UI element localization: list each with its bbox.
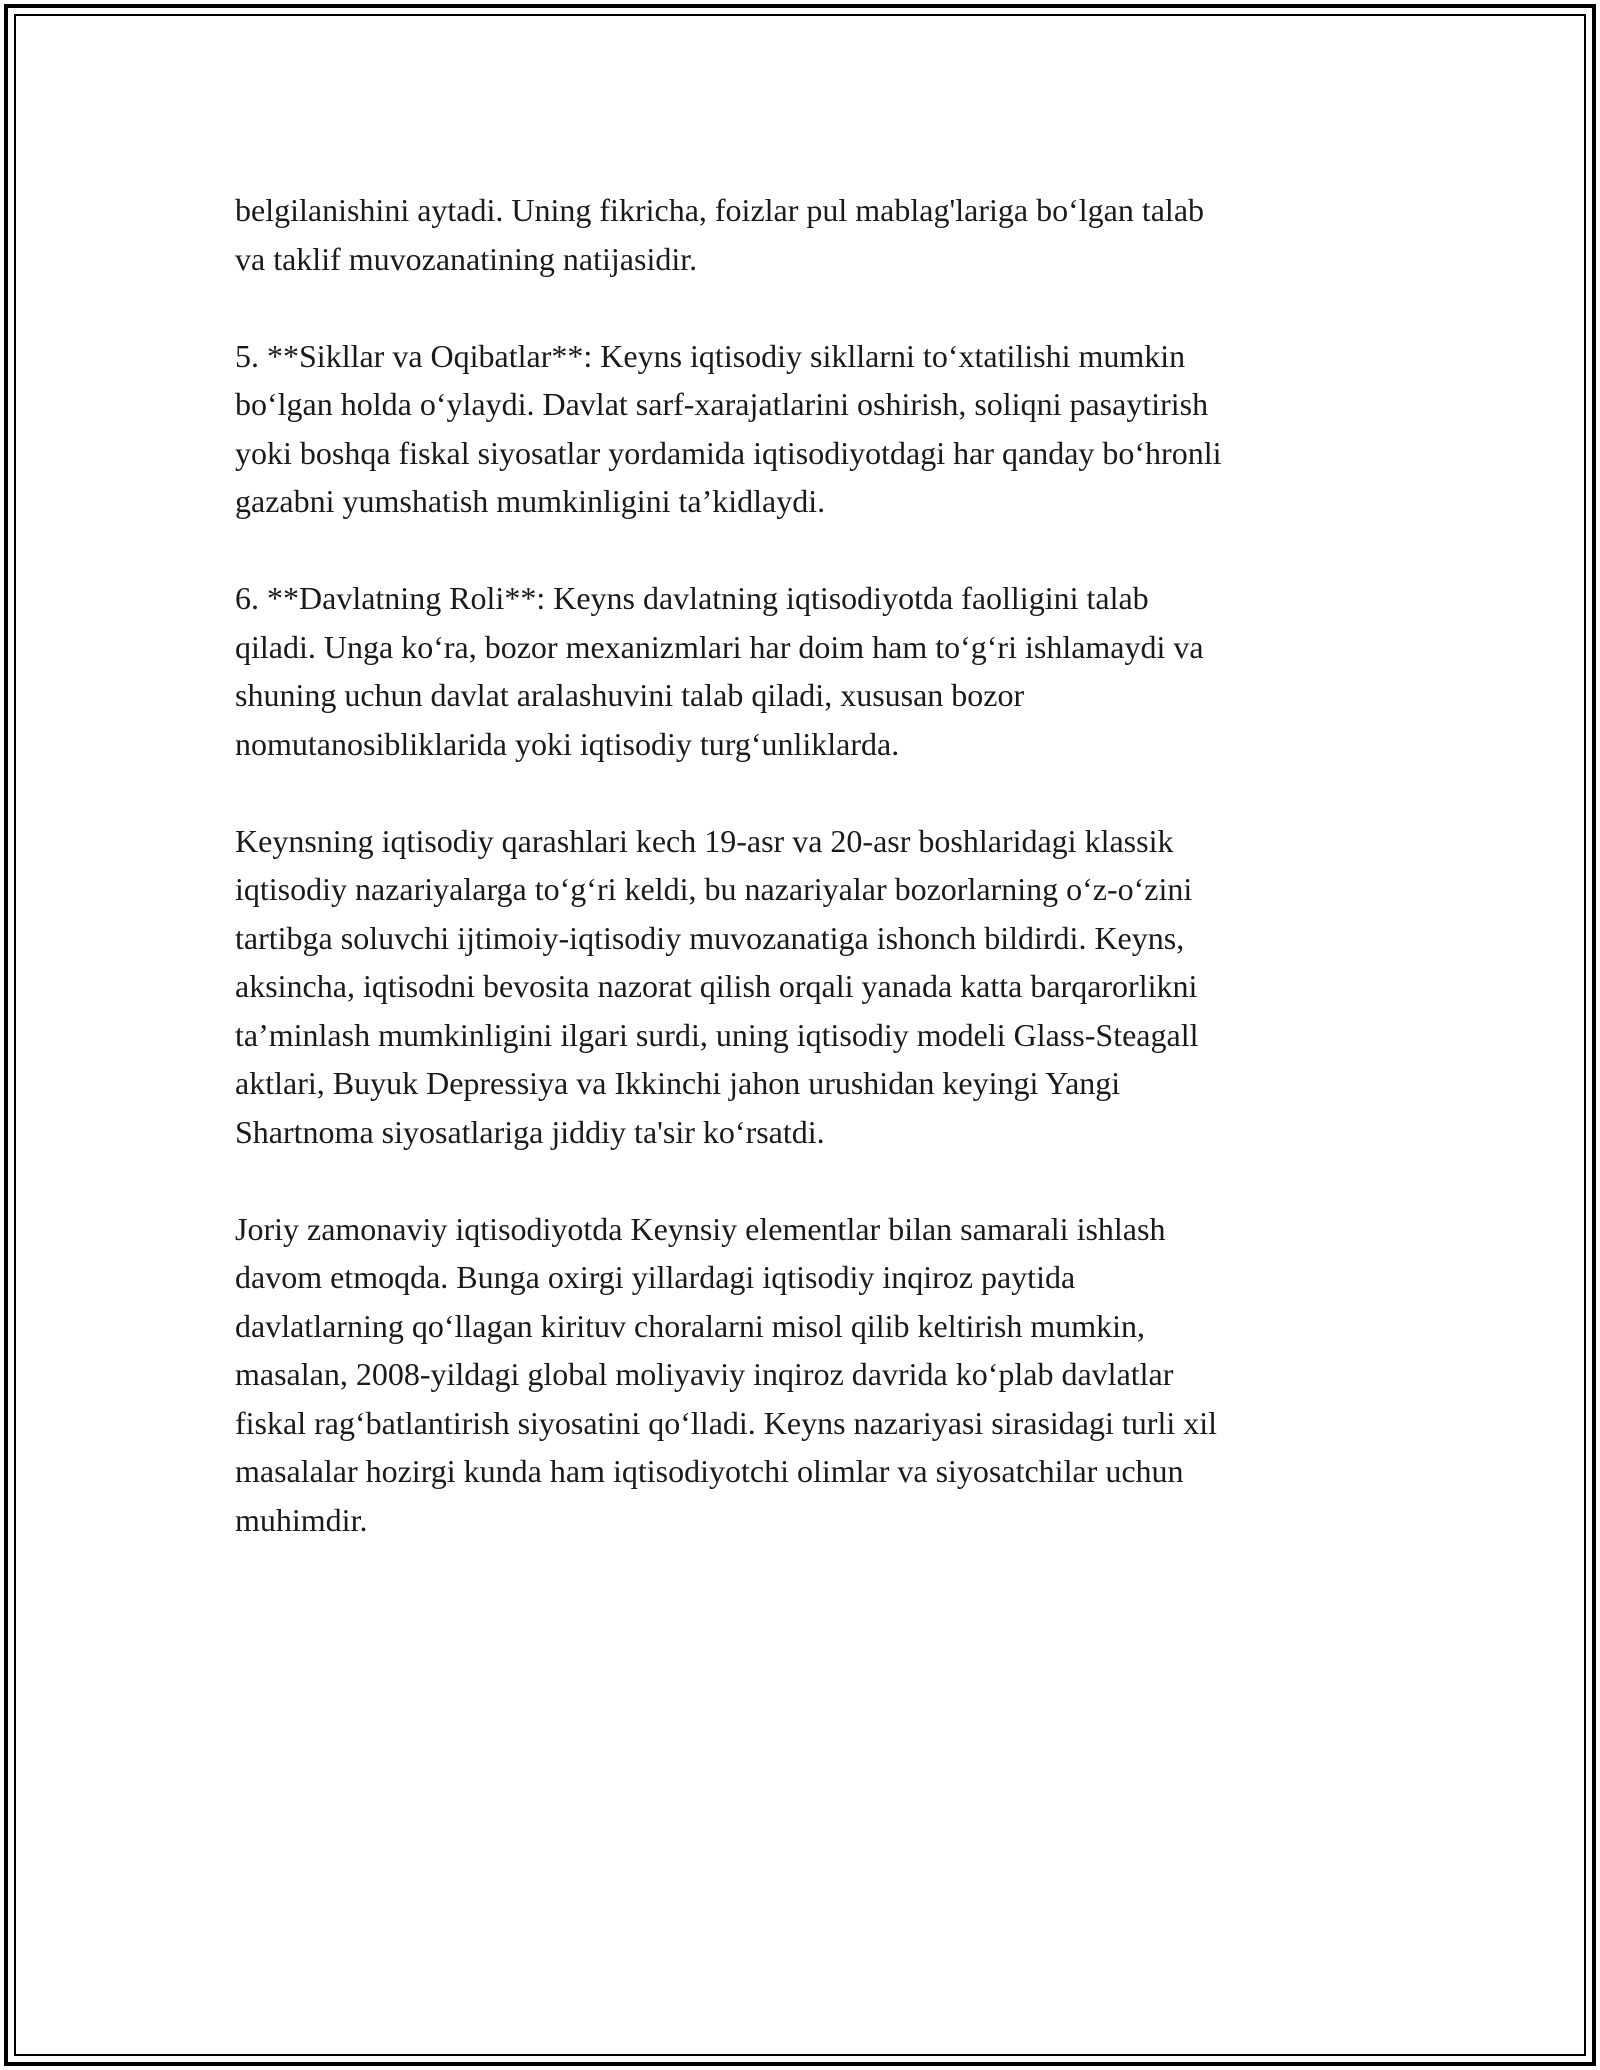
- text-line: bo‘lgan holda o‘ylaydi. Davlat sarf-xarajatlarini oshirish, soliqni pasaytirish: [235, 386, 1209, 422]
- text-line: belgilanishini aytadi. Uning fikricha, foizlar pul mablag'lariga bo‘lgan talab: [235, 192, 1205, 228]
- text-line: muhimdir.: [235, 1501, 368, 1538]
- text-line: aktlari, Buyuk Depressiya va Ikkinchi jahon urushidan keyingi Yangi: [235, 1065, 1121, 1101]
- text-line: qiladi. Unga ko‘ra, bozor mexanizmlari har doim ham to‘g‘ri ishlamaydi va: [235, 628, 1204, 665]
- text-line: davom etmoqda. Bunga oxirgi yillardagi iqtisodiy inqiroz paytida: [235, 1259, 1076, 1295]
- paragraph-keynesian-views: [235, 817, 1380, 1157]
- paragraph-cycles-and-consequences: [235, 332, 1380, 526]
- text-line: shuning uchun davlat aralashuvini talab qiladi, xususan bozor: [235, 677, 1025, 713]
- text-line: 5. **Sikllar va Oqibatlar**: Keyns iqtisodiy sikllarni to‘xtatilishi mumkin: [235, 337, 1186, 374]
- text-line: va taklif muvozanatining natijasidir.: [235, 240, 698, 277]
- text-line: nomutanosibliklarida yoki iqtisodiy turg‘unliklarda.: [235, 725, 900, 762]
- text-line: Joriy zamonaviy iqtisodiyotda Keynsiy elementlar bilan samarali ishlash: [235, 1210, 1166, 1247]
- text-line: ta’minlash mumkinligini ilgari surdi, uning iqtisodiy modeli Glass-Steagall: [235, 1016, 1199, 1053]
- paragraph-role-of-state: [235, 574, 1380, 768]
- text-line: aksincha, iqtisodni bevosita nazorat qilish orqali yanada katta barqarorlikni: [235, 968, 1198, 1004]
- text-line: gazabni yumshatish mumkinligini ta’kidlaydi.: [235, 483, 826, 519]
- text-line: tartibga soluvchi ijtimoiy-iqtisodiy muvozanatiga ishonch bildirdi. Keyns,: [235, 919, 1185, 956]
- text-line: iqtisodiy nazariyalarga to‘g‘ri keldi, bu nazariyalar bozorlarning o‘z-o‘zini: [235, 871, 1193, 907]
- text-line: Keynsning iqtisodiy qarashlari kech 19-asr va 20-asr boshlaridagi klassik: [235, 822, 1174, 859]
- text-line: Shartnoma siyosatlariga jiddiy ta'sir ko‘rsatdi.: [235, 1113, 825, 1150]
- text-line: masalan, 2008-yildagi global moliyaviy inqiroz davrida ko‘plab davlatlar: [235, 1356, 1174, 1392]
- text-line: 6. **Davlatning Roli**: Keyns davlatning iqtisodiyotda faolligini talab: [235, 580, 1149, 616]
- text-line: davlatlarning qo‘llagan kirituv choralarni misol qilib keltirish mumkin,: [235, 1307, 1146, 1344]
- text-line: yoki boshqa fiskal siyosatlar yordamida iqtisodiyotdagi har qanday bo‘hronli: [235, 434, 1222, 471]
- paragraph-modern-economy: [235, 1205, 1380, 1545]
- text-line: masalalar hozirgi kunda ham iqtisodiyotchi olimlar va siyosatchilar uchun: [235, 1453, 1184, 1489]
- paragraph-interest-rates: [235, 186, 1380, 283]
- text-line: fiskal rag‘batlantirish siyosatini qo‘lladi. Keyns nazariyasi sirasidagi turli xil: [235, 1404, 1217, 1441]
- document-body: [235, 186, 1380, 1593]
